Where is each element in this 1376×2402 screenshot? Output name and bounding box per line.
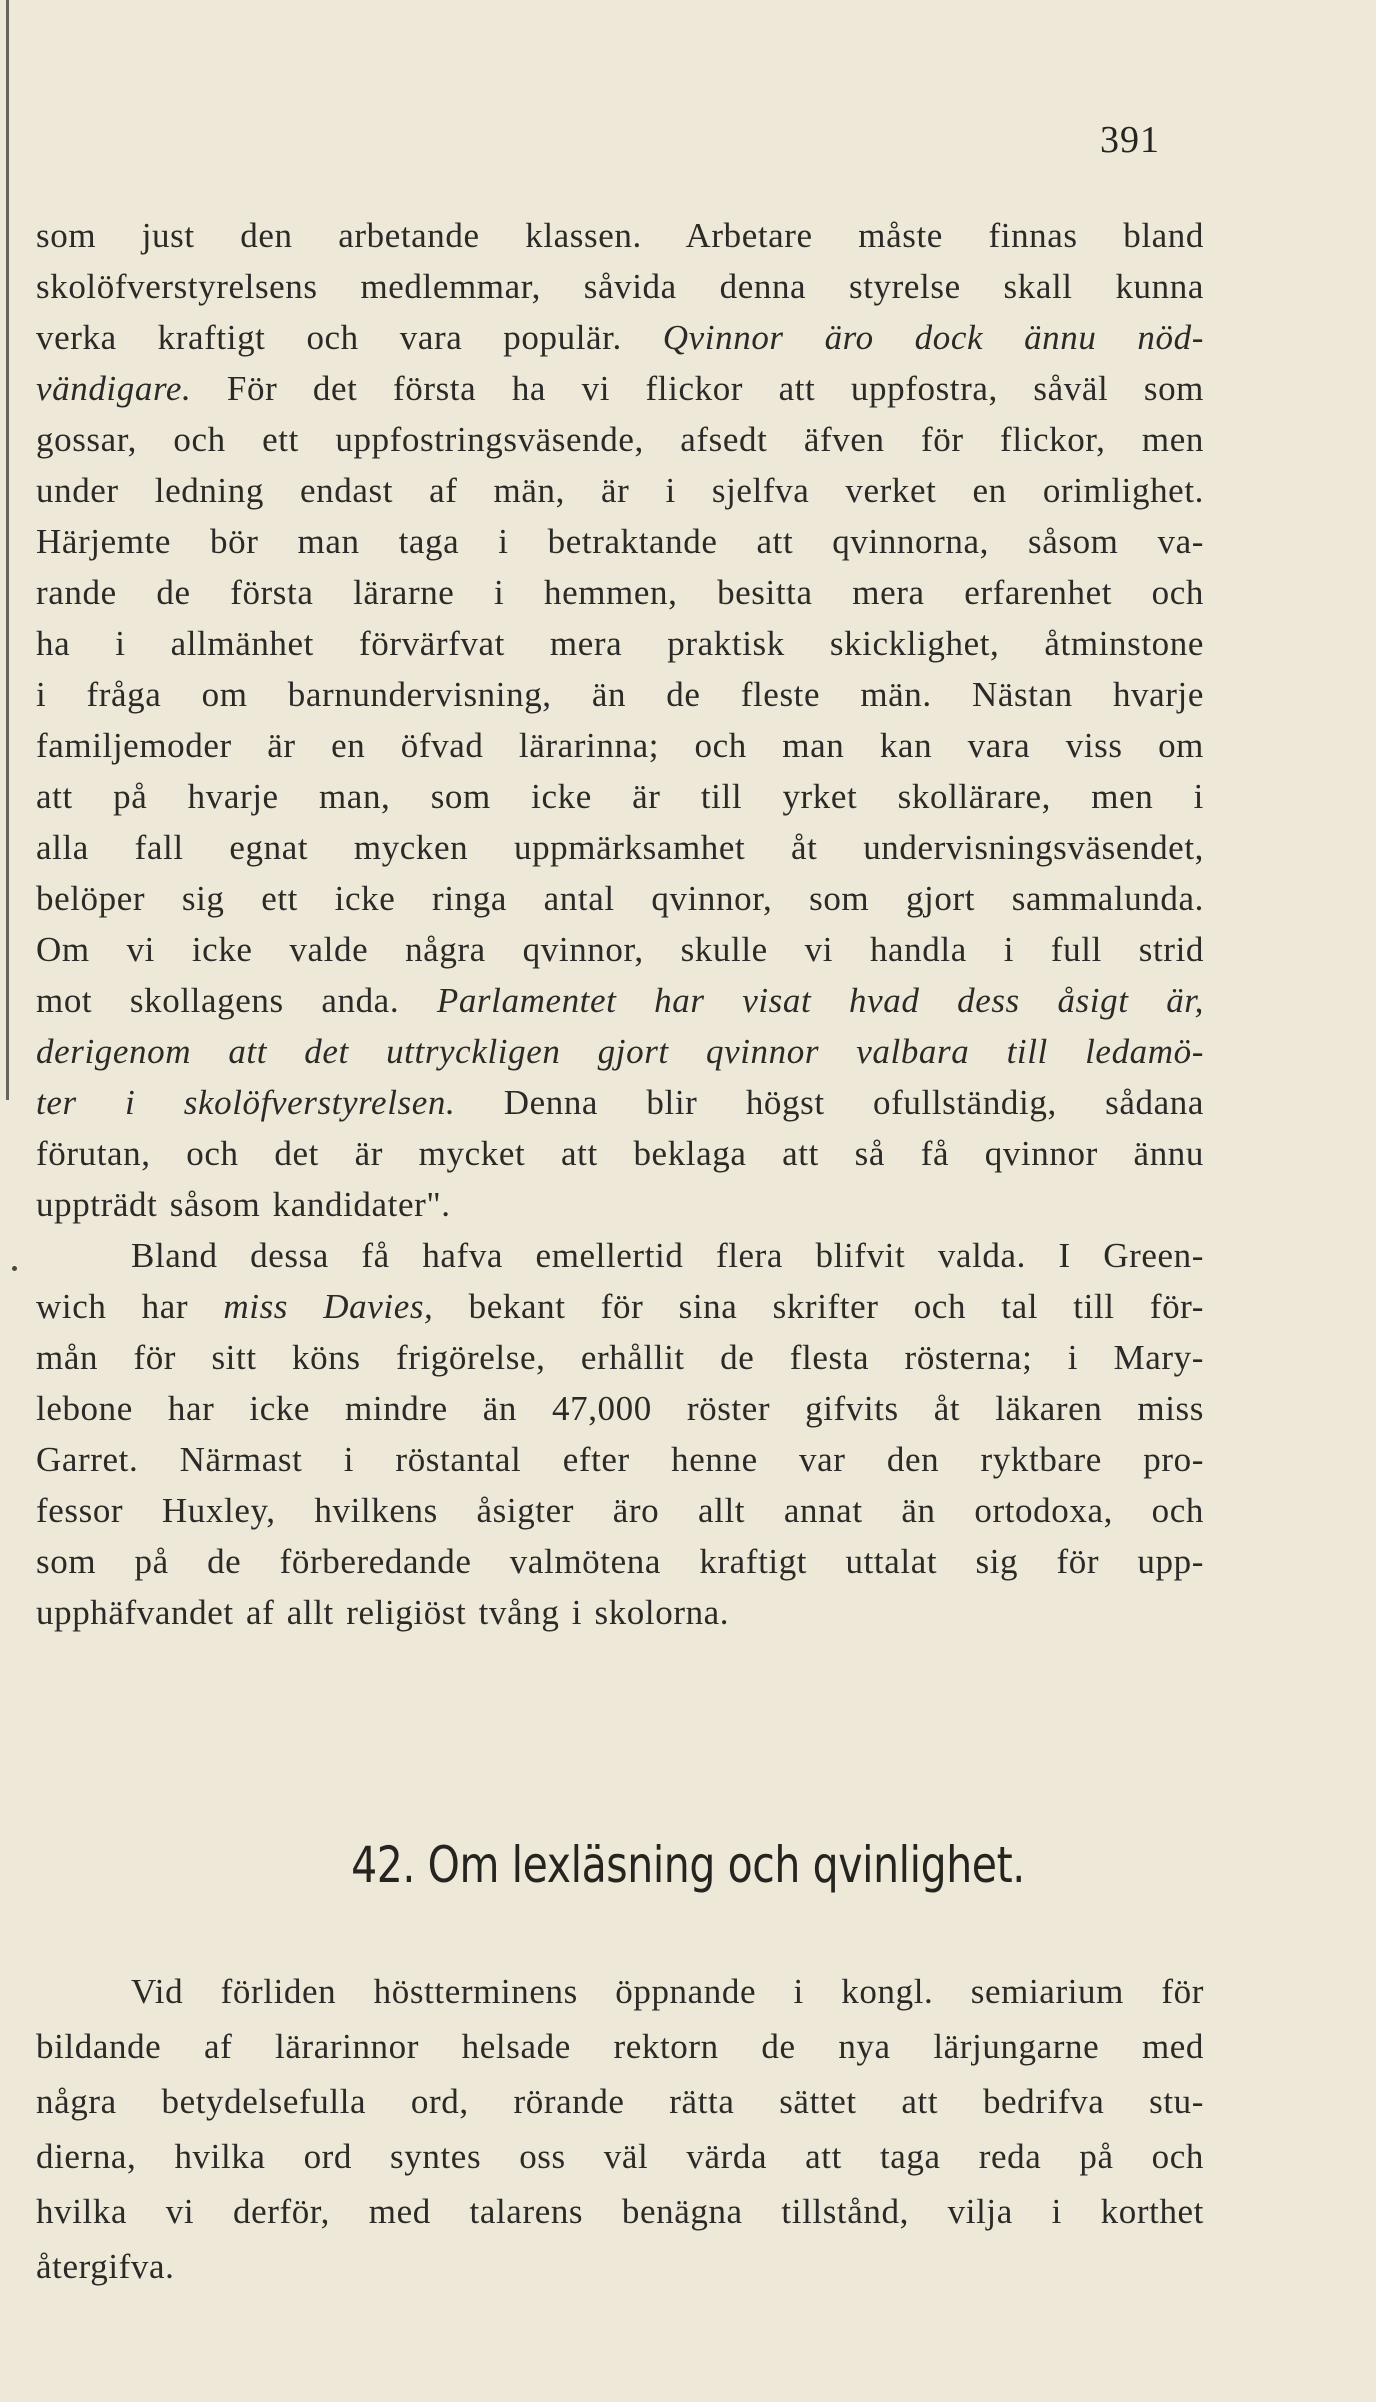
- text-line: mån för sitt köns frigörelse, erhållit de flesta rösterna; i Mary-: [36, 1338, 1204, 1377]
- body-text-bottom: [36, 1964, 1204, 2294]
- margin-speck: [12, 1266, 17, 1271]
- text-line: ha i allmänhet förvärfvat mera praktisk skicklighet, åtminstone: [36, 624, 1204, 663]
- paragraph-3: [36, 1964, 1204, 2294]
- text-line: under ledning endast af män, är i sjelfva verket en orimlighet.: [36, 471, 1204, 510]
- text-line: i fråga om barnundervisning, än de fleste män. Nästan hvarje: [36, 675, 1204, 714]
- section-heading: 42. Om lexläsning och qvinlighet.: [351, 1836, 1025, 1894]
- paragraph-2: [36, 1230, 1204, 1638]
- text-line: vändigare. För det första ha vi flickor att uppfostra, såväl som: [36, 369, 1204, 408]
- text-line: upphäfvandet af allt religiöst tvång i skolorna.: [36, 1593, 730, 1632]
- text-line: skolöfverstyrelsens medlemmar, såvida denna styrelse skall kunna: [36, 267, 1204, 306]
- text-line: rande de första lärarne i hemmen, besitta mera erfarenhet och: [36, 573, 1204, 612]
- page-number: 391: [1100, 119, 1160, 161]
- text-line: mot skollagens anda. Parlamentet har visat hvad dess åsigt är,: [36, 981, 1204, 1020]
- text-line: uppträdt såsom kandidater".: [36, 1185, 451, 1224]
- text-line: Bland dessa få hafva emellertid flera blifvit valda. I Green-: [131, 1236, 1204, 1275]
- text-line: som just den arbetande klassen. Arbetare måste finnas bland: [36, 216, 1204, 255]
- text-line: Om vi icke valde några qvinnor, skulle vi handla i full strid: [36, 930, 1204, 969]
- page-edge-shadow: [6, 0, 9, 1100]
- paragraph-1: [36, 210, 1204, 1230]
- text-line: dierna, hvilka ord syntes oss väl värda att taga reda på och: [36, 2137, 1204, 2176]
- text-line: förutan, och det är mycket att beklaga att så få qvinnor ännu: [36, 1134, 1204, 1173]
- text-line: gossar, och ett uppfostringsväsende, afsedt äfven för flickor, men: [36, 420, 1204, 459]
- text-line: hvilka vi derför, med talarens benägna tillstånd, vilja i korthet: [36, 2192, 1204, 2231]
- text-line: derigenom att det uttryckligen gjort qvinnor valbara till ledamö-: [36, 1032, 1204, 1071]
- text-line: som på de förberedande valmötena kraftigt uttalat sig för upp-: [36, 1542, 1204, 1581]
- body-text-top: [36, 210, 1204, 1638]
- text-line: Härjemte bör man taga i betraktande att qvinnorna, såsom va-: [36, 522, 1204, 561]
- text-line: bildande af lärarinnor helsade rektorn de nya lärjungarne med: [36, 2027, 1204, 2066]
- text-line: verka kraftigt och vara populär. Qvinnor äro dock ännu nöd-: [36, 318, 1204, 357]
- text-line: återgifva.: [36, 2247, 175, 2286]
- text-line: belöper sig ett icke ringa antal qvinnor, som gjort sammalunda.: [36, 879, 1204, 918]
- text-line: lebone har icke mindre än 47,000 röster gifvits åt läkaren miss: [36, 1389, 1204, 1428]
- text-line: alla fall egnat mycken uppmärksamhet åt undervisningsväsendet,: [36, 828, 1204, 867]
- text-line: att på hvarje man, som icke är till yrket skollärare, men i: [36, 777, 1204, 816]
- text-line: familjemoder är en öfvad lärarinna; och man kan vara viss om: [36, 726, 1204, 765]
- text-line: Vid förliden höstterminens öppnande i kongl. semiarium för: [131, 1972, 1204, 2011]
- text-line: fessor Huxley, hvilkens åsigter äro allt annat än ortodoxa, och: [36, 1491, 1204, 1530]
- text-line: Garret. Närmast i röstantal efter henne var den ryktbare pro-: [36, 1440, 1204, 1479]
- text-line: wich har miss Davies, bekant för sina skrifter och tal till för-: [36, 1287, 1204, 1326]
- text-line: ter i skolöfverstyrelsen. Denna blir högst ofullständig, sådana: [36, 1083, 1204, 1122]
- text-line: några betydelsefulla ord, rörande rätta sättet att bedrifva stu-: [36, 2082, 1204, 2121]
